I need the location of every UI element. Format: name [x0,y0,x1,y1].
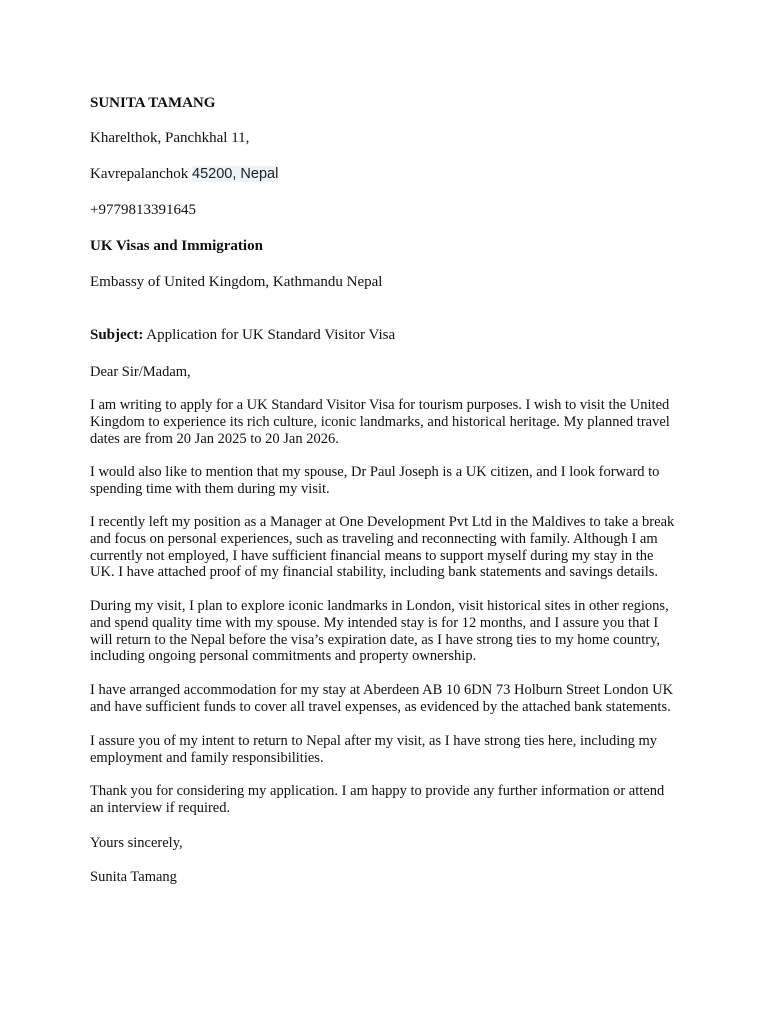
sender-address-line2 [90,165,278,183]
paragraph-thanks: Thank you for considering my application. I am happy to provide any further information or attend an interview if required. [90,783,665,816]
subject-line [90,326,395,344]
sender-city: Kavrepalanchok [90,166,193,182]
paragraph-itinerary: During my visit, I plan to explore iconic landmarks in London, visit historical sites in other regions, and spend quality time with my spouse. My intended stay is for 12 months, and I assure you that I will return to the Nepal before the visa’s expiration date, as I have strong ties to my home country, including ongoing personal commitments and property ownership. [90,598,669,665]
sender-phone: +9779813391645 [90,202,196,218]
subject-label: Subject: [90,327,144,343]
recipient-org: UK Visas and Immigration [90,238,263,254]
paragraph-employment: I recently left my position as a Manager at One Development Pvt Ltd in the Maldives to take a break and focus on personal experiences, such as traveling and reconnecting with family. Although I am currently not employed, I have sufficient financial means to support myself during my stay in the UK. I have attached proof of my financial stability, including bank statements and savings details. [90,514,675,581]
signature-name: Sunita Tamang [90,869,177,885]
paragraph-ties: I assure you of my intent to return to Nepal after my visit, as I have strong ties here, including my employment and family responsibilities. [90,733,657,766]
sender-name: SUNITA TAMANG [90,95,216,111]
recipient-address: Embassy of United Kingdom, Kathmandu Nepal [90,274,383,290]
sender-address-line1: Kharelthok, Panchkhal 11, [90,130,250,146]
salutation: Dear Sir/Madam, [90,364,191,380]
subject-text: Application for UK Standard Visitor Visa [143,327,396,343]
sender-postcode-country: 45200, Nepal [192,166,279,182]
closing: Yours sincerely, [90,835,183,851]
paragraph-accommodation: I have arranged accommodation for my stay at Aberdeen AB 10 6DN 73 Holburn Street London UK and have sufficient funds to cover all travel expenses, as evidenced by the attached bank statements. [90,682,674,715]
paragraph-spouse: I would also like to mention that my spouse, Dr Paul Joseph is a UK citizen, and I look forward to spending time with them during my visit. [90,464,660,497]
paragraph-purpose: I am writing to apply for a UK Standard Visitor Visa for tourism purposes. I wish to visit the United Kingdom to experience its rich culture, iconic landmarks, and historical heritage. My planned travel dates are from 20 Jan 2025 to 20 Jan 2026. [90,397,670,447]
